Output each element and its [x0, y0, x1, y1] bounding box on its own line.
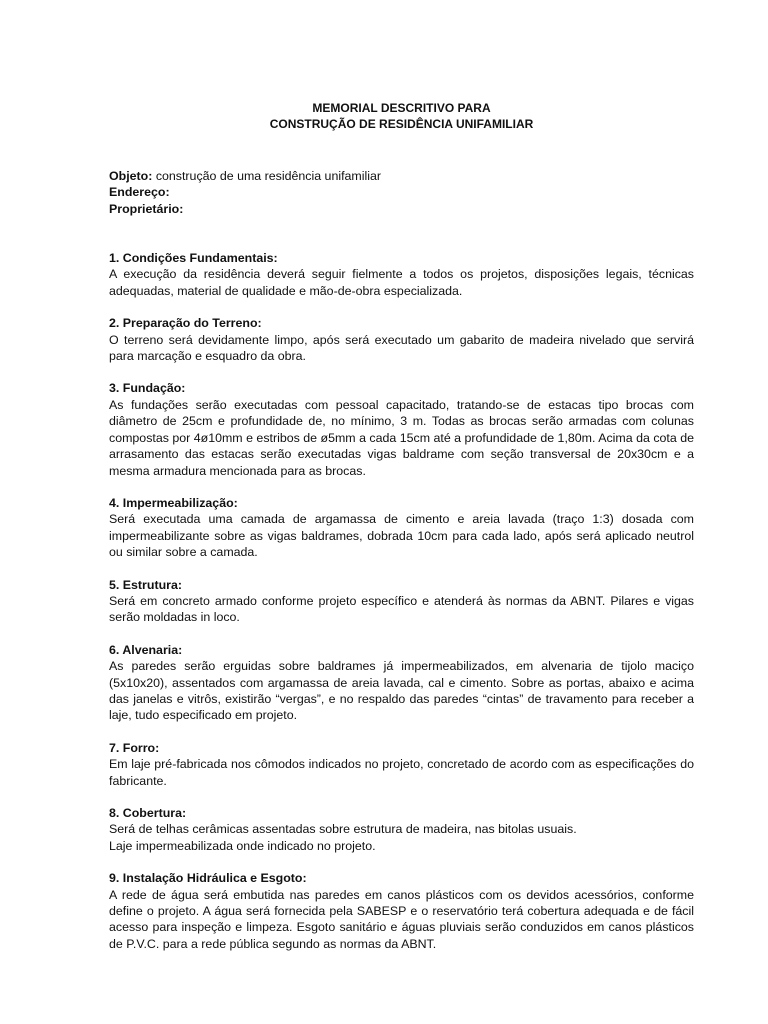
document-title — [109, 100, 694, 133]
section-paragraph: Laje impermeabilizada onde indicado no projeto. — [109, 838, 376, 853]
section-heading: 7. Forro: — [109, 740, 160, 755]
section-heading: 6. Alvenaria: — [109, 642, 183, 657]
section-5 — [109, 577, 694, 626]
section-paragraph: O terreno será devidamente limpo, após será executado um gabarito de madeira nivelado que servirá para marcação e esquadro da obra. — [109, 332, 694, 364]
section-heading: 4. Impermeabilização: — [109, 495, 238, 510]
objeto-label: Objeto: — [109, 168, 153, 183]
section-1 — [109, 250, 694, 299]
proprietario-line — [109, 201, 694, 217]
document-sections — [109, 250, 694, 952]
section-paragraph: As fundações serão executadas com pessoal capacitado, tratando-se de estacas tipo brocas com diâmetro de 25cm e profundidade de, no mínimo, 3 m. Todas as brocas serão armadas com colunas compostas por 4ø10mm e estribos de ø5mm a cada 15cm até a profundidade de 1,80m. Acima da cota de arrasamento das estacas serão executadas vigas baldrame com seção transversal de 20x30cm e a mesma armadura mencionada para as brocas. — [109, 397, 694, 478]
endereco-label: Endereço: — [109, 185, 170, 200]
section-heading: 5. Estrutura: — [109, 577, 182, 592]
section-3 — [109, 380, 694, 478]
proprietario-label: Proprietário: — [109, 201, 184, 216]
section-paragraph: Será executada uma camada de argamassa de cimento e areia lavada (traço 1:3) dosada com impermeabilizante sobre as vigas baldrames, dobrada 10cm para cada lado, após será aplicado neutrol ou similar sobre a camada. — [109, 512, 694, 560]
section-heading: 3. Fundação: — [109, 381, 186, 396]
section-6 — [109, 642, 694, 724]
section-heading: 9. Instalação Hidráulica e Esgoto: — [109, 871, 307, 886]
section-8 — [109, 805, 694, 854]
section-4 — [109, 495, 694, 561]
title-line-1: MEMORIAL DESCRITIVO PARA — [312, 101, 491, 115]
section-7 — [109, 740, 694, 789]
title-line-2: CONSTRUÇÃO DE RESIDÊNCIA UNIFAMILIAR — [269, 117, 534, 132]
section-paragraph: Será em concreto armado conforme projeto específico e atenderá às normas da ABNT. Pilares e vigas serão moldadas in loco. — [109, 593, 694, 625]
section-paragraph: A rede de água será embutida nas paredes em canos plásticos com os devidos acessórios, conforme define o projeto. A água será fornecida pela SABESP e o reservatório terá cobertura adequada e de fácil acesso para inspeção e limpeza. Esgoto sanitário e águas pluviais serão conduzidos em canos plásticos de P.V.C. para a rede pública segundo as normas da ABNT. — [109, 887, 694, 951]
endereco-line — [109, 184, 694, 200]
section-heading: 8. Cobertura: — [109, 806, 187, 820]
section-9 — [109, 870, 694, 952]
section-heading: 1. Condições Fundamentais: — [109, 251, 278, 266]
section-paragraph: As paredes serão erguidas sobre baldrames já impermeabilizados, em alvenaria de tijolo maciço (5x10x20), assentados com argamassa de areia lavada, cal e cimento. Sobre as portas, abaixo e acima das janelas e vitrôs, existirão “vergas”, e no respaldo das paredes “cintas” de travamento para receber a laje, tudo especificado em projeto. — [109, 659, 694, 723]
objeto-line — [109, 168, 694, 184]
objeto-value: construção de uma residência unifamiliar — [152, 168, 382, 183]
section-paragraph: A execução da residência deverá seguir fielmente a todos os projetos, disposições legais, técnicas adequadas, material de qualidade e mão-de-obra especializada. — [109, 267, 694, 298]
section-paragraph: Será de telhas cerâmicas assentadas sobre estrutura de madeira, nas bitolas usuais. — [109, 822, 577, 837]
document-page — [109, 100, 694, 968]
section-heading: 2. Preparação do Terreno: — [109, 316, 262, 331]
section-paragraph: Em laje pré-fabricada nos cômodos indicados no projeto, concretado de acordo com as especificações do fabricante. — [109, 757, 694, 788]
document-meta — [109, 168, 694, 217]
section-2 — [109, 315, 694, 364]
